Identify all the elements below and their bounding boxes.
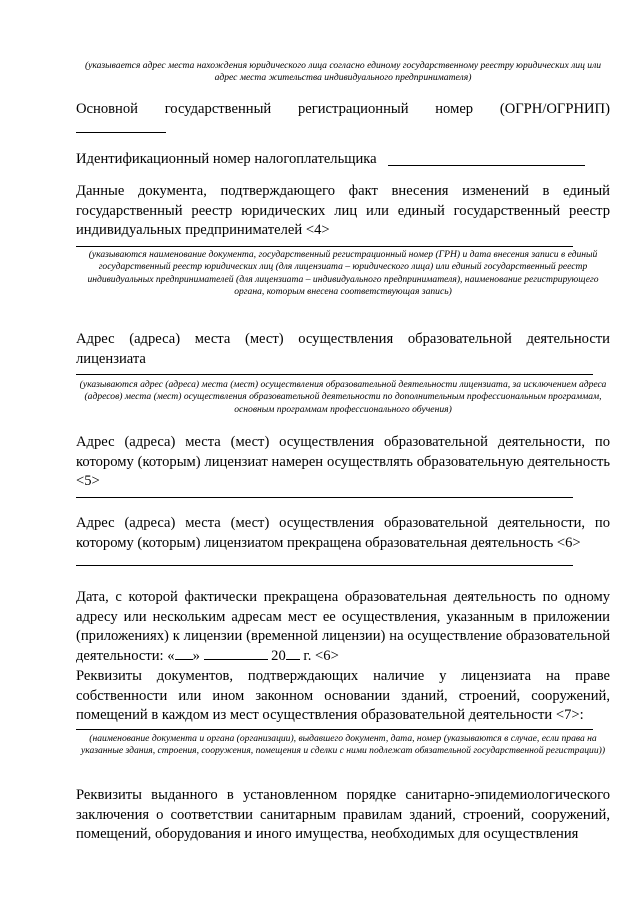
ogrn-input-line[interactable]	[76, 132, 166, 133]
address-intend-paragraph: Адрес (адреса) места (мест) осуществления образовательной деятельности, по которому (которым) лицензиат намерен осуществлять образовательную деятельность <5>	[76, 434, 610, 490]
note-documents: (наименование документа и органа (организации), выдавшего документ, дата, номер (указываются в случае, если права на указанные здания, строения, сооружения, помещения и сделки с ними подлежат обязательной государственной регистрации))	[80, 733, 606, 757]
sanitary-paragraph: Реквизиты выданного в установленном порядке санитарно-эпидемиологического заключения о соответствии санитарным правилам зданий, строений, сооружений, помещений, оборудования и иного имущества, необходимых для осуществления	[76, 787, 610, 843]
quote-open: «	[167, 647, 175, 664]
inn-input-line[interactable]	[388, 165, 585, 166]
year-suffix: г. <6>	[303, 647, 339, 664]
note-egr: (указываются наименование документа, государственный регистрационный номер (ГРН) и дата внесения записи в единый государственный реестр юридических лиц (для лицензиата – юридического лица) или единый государственный реестр индивидуальных предпринимателей (для лицензиата – индивидуального предпринимателя), наименование регистрирующего органа, которым внесена соответствующая запись)	[87, 249, 599, 298]
ogrn-label	[76, 100, 610, 120]
quote-close: »	[192, 647, 200, 664]
documents-input-line[interactable]	[76, 729, 593, 730]
day-field[interactable]	[175, 659, 193, 660]
ogrn-word: Основной	[76, 101, 138, 117]
address-stopped-paragraph: Адрес (адреса) места (мест) осуществления образовательной деятельности, по которому (которым) лицензиатом прекращена образовательная деятельность <6>	[76, 515, 610, 551]
inn-label: Идентификационный номер налогоплательщика	[76, 151, 377, 167]
egr-paragraph: Данные документа, подтверждающего факт внесения изменений в единый государственный реестр юридических лиц или единый государственный реестр индивидуальных предпринимателей <4>	[76, 183, 610, 239]
documents-paragraph: Реквизиты документов, подтверждающих наличие у лицензиата на праве собственности или ином законном основании зданий, строений, сооружений, помещений в каждом из мест осуществления образовательной деятельности <7>:	[76, 668, 610, 724]
address-stopped-input-line[interactable]	[76, 565, 573, 566]
year-field[interactable]	[286, 659, 300, 660]
note-address-activity: (указываются адрес (адреса) места (мест) осуществления образовательной деятельности лицензиата, за исключением адреса (адресов) места (мест) осуществления образовательной деятельности по дополнительным профессиональным программам, основным программам профессионального обучения)	[79, 379, 607, 415]
month-field[interactable]	[204, 659, 268, 660]
ogrn-word: государственный	[164, 101, 272, 117]
ogrn-word: (ОГРН/ОГРНИП)	[499, 101, 610, 117]
ogrn-word: регистрационный	[297, 101, 409, 117]
address-intend-input-line[interactable]	[76, 497, 573, 498]
date-paragraph	[76, 588, 610, 666]
inn-row	[76, 150, 610, 170]
egr-input-line[interactable]	[76, 246, 573, 247]
note-address: (указывается адрес места нахождения юридического лица согласно единому государственному реестру юридических лиц или адрес места жительства индивидуального предпринимателя)	[84, 60, 602, 84]
ogrn-word: номер	[435, 101, 474, 117]
address-activity-input-line[interactable]	[76, 374, 593, 375]
date-paragraph-text: Дата, с которой фактически прекращена образовательная деятельность по одному адресу или нескольким адресам мест ее осуществления, указанным в приложении (приложениях) к лицензии (временной лицензии) на осуществление образовательной деятельности:	[76, 589, 610, 664]
address-activity-paragraph: Адрес (адреса) места (мест) осуществления образовательной деятельности лицензиата	[76, 331, 610, 367]
year-prefix: 20	[271, 647, 286, 664]
